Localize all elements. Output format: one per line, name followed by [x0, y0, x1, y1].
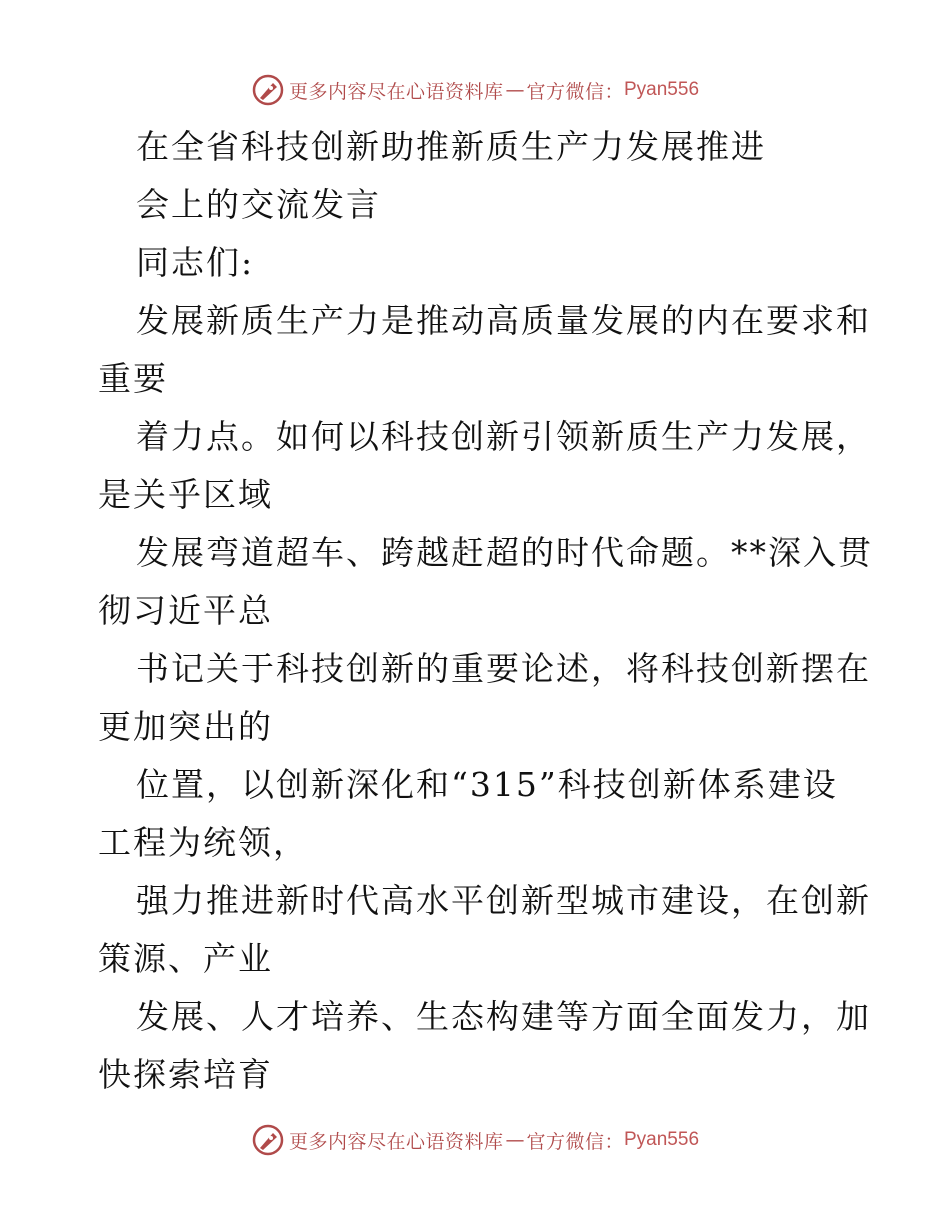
pen-nib-logo-icon — [251, 1123, 285, 1157]
watermark-wechat-label: 官方微信： — [526, 80, 624, 103]
salutation: 同志们: — [136, 243, 255, 282]
paragraph-line: 更加突出的 — [98, 707, 273, 746]
watermark-wechat-id: Pyan556 — [624, 79, 700, 100]
paragraph-line: 策源、产业 — [98, 939, 273, 978]
paragraph-line: 彻习近平总 — [98, 591, 273, 630]
watermark-wechat-id: Pyan556 — [624, 1129, 700, 1150]
title-line-1: 在全省科技创新助推新质生产力发展推进 — [136, 127, 766, 166]
paragraph-line: 发展、人才培养、生态构建等方面全面发力，加 — [136, 997, 871, 1036]
paragraph-line: 重要 — [98, 359, 168, 398]
paragraph-line: 发展弯道超车、跨越赶超的时代命题。**深入贯 — [136, 533, 873, 572]
paragraph-line: 是关乎区域 — [98, 475, 273, 514]
paragraph-line: 着力点。如何以科技创新引领新质生产力发展， — [136, 417, 871, 456]
paragraph-line: 快探索培育 — [98, 1055, 273, 1094]
paragraph-line: 工程为统领， — [98, 823, 308, 862]
paragraph-line: 位置，以创新深化和“315”科技创新体系建设 — [136, 765, 838, 804]
document-body — [98, 126, 873, 1095]
watermark-site-text: 更多内容尽在心语资料库 — [288, 80, 504, 103]
title-line-2: 会上的交流发言 — [136, 185, 381, 224]
header-watermark — [0, 70, 950, 110]
watermark-site-text: 更多内容尽在心语资料库 — [288, 1130, 504, 1153]
pen-nib-logo-icon — [251, 73, 285, 107]
paragraph-line: 书记关于科技创新的重要论述，将科技创新摆在 — [136, 649, 871, 688]
watermark-separator: — — [505, 1129, 525, 1151]
watermark-separator: — — [505, 79, 525, 101]
paragraph-line: 强力推进新时代高水平创新型城市建设，在创新 — [136, 881, 871, 920]
paragraph-line: 发展新质生产力是推动高质量发展的内在要求和 — [136, 301, 871, 340]
footer-watermark — [0, 1120, 950, 1160]
watermark-wechat-label: 官方微信： — [526, 1130, 624, 1153]
